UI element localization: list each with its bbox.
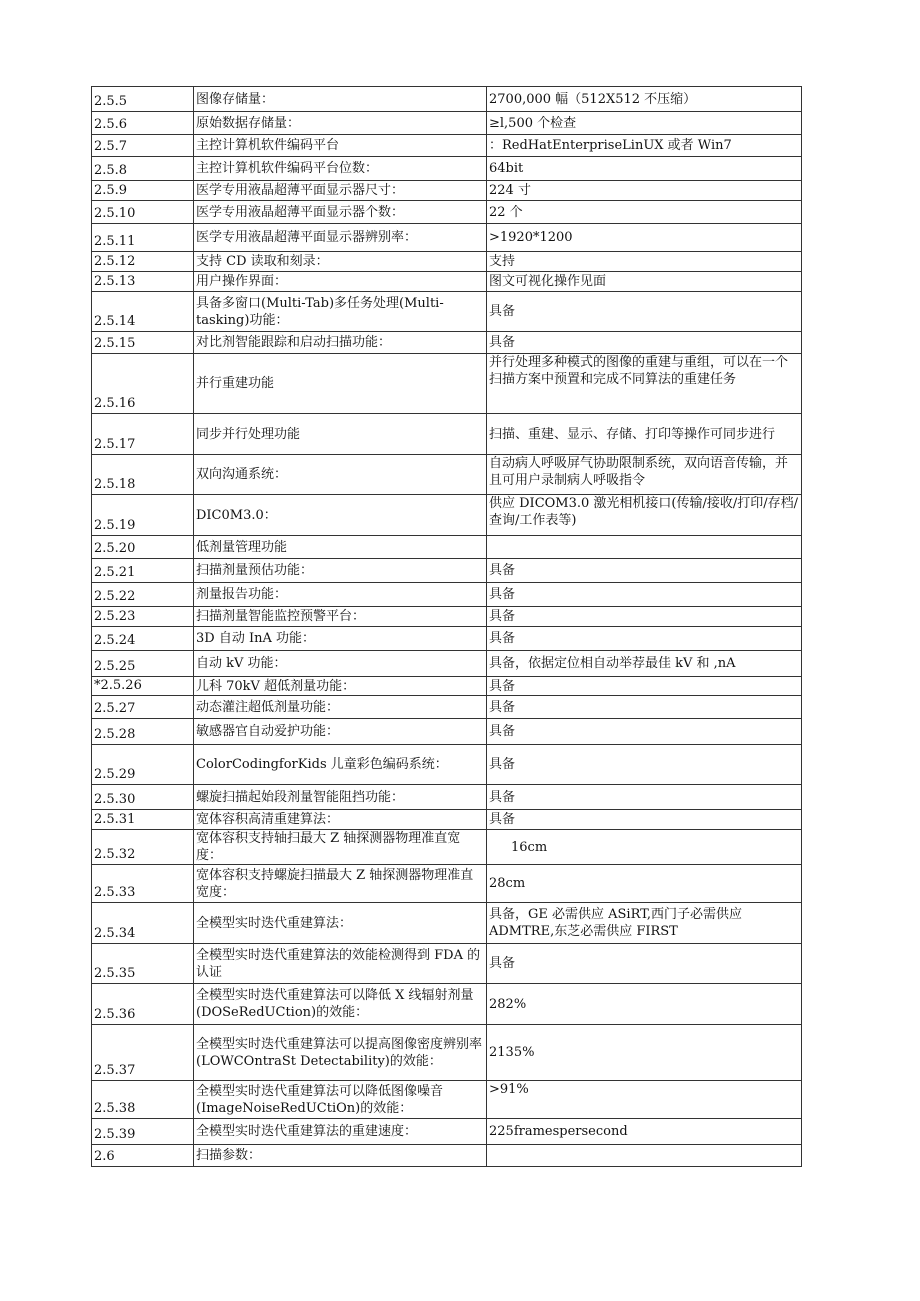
item-name-cell: 原始数据存储量： xyxy=(194,112,487,135)
item-name-cell: 具备多窗口(Multi-Tab)多任务处理(Multi-tasking)功能： xyxy=(194,292,487,332)
item-value-cell: 224 寸 xyxy=(487,181,802,201)
table-body xyxy=(92,87,802,1167)
table-row xyxy=(92,583,802,607)
table-row xyxy=(92,651,802,677)
item-name-cell: 同步并行处理功能 xyxy=(194,414,487,455)
item-name-cell: 主控计算机软件编码平台位数： xyxy=(194,157,487,181)
item-value-cell: ：RedHatEnterpriseLinUX 或者 Win7 xyxy=(487,135,802,157)
item-value-cell: 2700,000 幅（512X512 不压缩） xyxy=(487,87,802,112)
item-value-cell: 16cm xyxy=(487,830,802,865)
section-number-cell: 2.5.38 xyxy=(92,1081,194,1119)
table-row xyxy=(92,1025,802,1081)
table-row xyxy=(92,627,802,651)
item-value-cell: ≥l,500 个检查 xyxy=(487,112,802,135)
table-row xyxy=(92,112,802,135)
item-value-cell: 具备 xyxy=(487,944,802,984)
item-value-cell: 具备 xyxy=(487,810,802,830)
item-name-cell: 医学专用液晶超薄平面显示器尺寸： xyxy=(194,181,487,201)
item-name-cell: 儿科 70kV 超低剂量功能： xyxy=(194,677,487,696)
item-name-cell: 宽体容积支持轴扫最大 Z 轴探测器物理准直宽度： xyxy=(194,830,487,865)
table-row xyxy=(92,607,802,627)
item-value-cell: 并行处理多种模式的图像的重建与重组，可以在一个扫描方案中预置和完成不同算法的重建任务 xyxy=(487,354,802,414)
item-name-cell: 剂量报告功能： xyxy=(194,583,487,607)
table-row xyxy=(92,536,802,559)
item-value-cell: 自动病人呼吸屏气协助限制系统，双向语音传输，并且可用户录制病人呼吸指令 xyxy=(487,455,802,495)
item-name-cell: 宽体容积支持螺旋扫描最大 Z 轴探测器物理准直宽度： xyxy=(194,865,487,903)
item-name-cell: 全模型实时迭代重建算法可以降低图像噪音(ImageNoiseRedUCtiOn)的效能： xyxy=(194,1081,487,1119)
section-number-cell: 2.5.15 xyxy=(92,332,194,354)
table-row xyxy=(92,677,802,696)
table-row xyxy=(92,181,802,201)
section-number-cell: 2.5.27 xyxy=(92,696,194,719)
section-number-cell: 2.5.9 xyxy=(92,181,194,201)
item-name-cell: 支持 CD 读取和刻录： xyxy=(194,252,487,272)
table-row xyxy=(92,354,802,414)
item-value-cell: 具备，GE 必需供应 ASiRT,西门子必需供应 ADMTRE,东芝必需供应 FIRST xyxy=(487,903,802,944)
item-name-cell: 宽体容积高清重建算法： xyxy=(194,810,487,830)
item-value-cell: 扫描、重建、显示、存储、打印等操作可同步进行 xyxy=(487,414,802,455)
section-number-cell: 2.5.34 xyxy=(92,903,194,944)
item-name-cell: 全模型实时迭代重建算法可以降低 X 线辐射剂量(DOSeRedUCtion)的效能： xyxy=(194,984,487,1025)
item-name-cell: 动态灌注超低剂量功能： xyxy=(194,696,487,719)
item-value-cell: 64bit xyxy=(487,157,802,181)
section-number-cell: 2.5.21 xyxy=(92,559,194,583)
table-row xyxy=(92,830,802,865)
table-row xyxy=(92,1081,802,1119)
section-number-cell: 2.5.6 xyxy=(92,112,194,135)
item-value-cell: 2135% xyxy=(487,1025,802,1081)
item-value-cell: 具备 xyxy=(487,696,802,719)
section-number-cell: 2.5.30 xyxy=(92,785,194,810)
section-number-cell: 2.5.11 xyxy=(92,224,194,252)
section-number-cell: 2.5.37 xyxy=(92,1025,194,1081)
section-number-cell: 2.5.23 xyxy=(92,607,194,627)
item-value-cell: 具备 xyxy=(487,332,802,354)
item-value-cell: 具备 xyxy=(487,583,802,607)
item-name-cell: 低剂量管理功能 xyxy=(194,536,487,559)
section-number-cell: 2.5.22 xyxy=(92,583,194,607)
item-name-cell: 扫描剂量智能监控预警平台： xyxy=(194,607,487,627)
section-number-cell: 2.5.8 xyxy=(92,157,194,181)
table-row xyxy=(92,559,802,583)
item-name-cell: 主控计算机软件编码平台 xyxy=(194,135,487,157)
table-row xyxy=(92,455,802,495)
section-number-cell: 2.5.18 xyxy=(92,455,194,495)
item-value-cell: >1920*1200 xyxy=(487,224,802,252)
section-number-cell: 2.5.20 xyxy=(92,536,194,559)
section-number-cell: 2.5.36 xyxy=(92,984,194,1025)
item-name-cell: DIC0M3.0： xyxy=(194,495,487,536)
item-name-cell: 双向沟通系统： xyxy=(194,455,487,495)
table-row xyxy=(92,252,802,272)
item-value-cell: 具备 xyxy=(487,607,802,627)
table-row xyxy=(92,135,802,157)
section-number-cell: 2.5.25 xyxy=(92,651,194,677)
table-row xyxy=(92,495,802,536)
item-value-cell: 282% xyxy=(487,984,802,1025)
table-row xyxy=(92,944,802,984)
section-number-cell: 2.5.39 xyxy=(92,1119,194,1145)
item-value-cell: 具备 xyxy=(487,719,802,745)
table-row xyxy=(92,719,802,745)
section-number-cell: 2.6 xyxy=(92,1145,194,1167)
spec-table xyxy=(91,86,802,1167)
section-number-cell: 2.5.29 xyxy=(92,745,194,785)
item-name-cell: 3D 自动 InA 功能： xyxy=(194,627,487,651)
item-value-cell: 具备 xyxy=(487,785,802,810)
section-number-cell: 2.5.33 xyxy=(92,865,194,903)
table-row xyxy=(92,903,802,944)
item-name-cell: 全模型实时迭代重建算法的重建速度： xyxy=(194,1119,487,1145)
table-row xyxy=(92,272,802,292)
table-row xyxy=(92,87,802,112)
item-name-cell: 医学专用液晶超薄平面显示器辨别率： xyxy=(194,224,487,252)
item-value-cell: 28cm xyxy=(487,865,802,903)
item-value-cell: 225framespersecond xyxy=(487,1119,802,1145)
table-row xyxy=(92,785,802,810)
table-row xyxy=(92,292,802,332)
item-value-cell: 22 个 xyxy=(487,201,802,224)
section-number-cell: 2.5.16 xyxy=(92,354,194,414)
table-row xyxy=(92,414,802,455)
section-number-cell: 2.5.7 xyxy=(92,135,194,157)
table-row xyxy=(92,696,802,719)
section-number-cell: 2.5.17 xyxy=(92,414,194,455)
item-name-cell: 全模型实时迭代重建算法： xyxy=(194,903,487,944)
section-number-cell: 2.5.14 xyxy=(92,292,194,332)
item-value-cell: 具备 xyxy=(487,745,802,785)
section-number-cell: 2.5.19 xyxy=(92,495,194,536)
section-number-cell: 2.5.12 xyxy=(92,252,194,272)
section-number-cell: 2.5.24 xyxy=(92,627,194,651)
table-row xyxy=(92,224,802,252)
item-value-cell: 供应 DICOM3.0 激光相机接口(传输/接收/打印/存档/查询/工作表等) xyxy=(487,495,802,536)
section-number-cell: 2.5.5 xyxy=(92,87,194,112)
table-row xyxy=(92,332,802,354)
item-value-cell: 具备，依据定位相自动举荐最佳 kV 和 ,nA xyxy=(487,651,802,677)
item-name-cell: 扫描剂量预估功能： xyxy=(194,559,487,583)
section-number-cell: 2.5.31 xyxy=(92,810,194,830)
section-number-cell: *2.5.26 xyxy=(92,677,194,696)
table-row xyxy=(92,984,802,1025)
item-name-cell: 对比剂智能跟踪和启动扫描功能： xyxy=(194,332,487,354)
item-value-cell xyxy=(487,1145,802,1167)
item-value-cell: >91% xyxy=(487,1081,802,1119)
item-value-cell: 支持 xyxy=(487,252,802,272)
table-row xyxy=(92,745,802,785)
item-name-cell: 医学专用液晶超薄平面显示器个数： xyxy=(194,201,487,224)
section-number-cell: 2.5.35 xyxy=(92,944,194,984)
item-value-cell: 具备 xyxy=(487,677,802,696)
item-name-cell: 全模型实时迭代重建算法的效能检测得到 FDA 的认证 xyxy=(194,944,487,984)
table-row xyxy=(92,865,802,903)
table-row xyxy=(92,1145,802,1167)
section-number-cell: 2.5.10 xyxy=(92,201,194,224)
item-value-cell: 具备 xyxy=(487,559,802,583)
item-value-cell: 具备 xyxy=(487,292,802,332)
item-value-cell xyxy=(487,536,802,559)
item-name-cell: ColorCodingforKids 儿童彩色编码系统： xyxy=(194,745,487,785)
item-name-cell: 自动 kV 功能： xyxy=(194,651,487,677)
item-name-cell: 全模型实时迭代重建算法可以提高图像密度辨别率(LOWCOntraSt Detectability)的效能： xyxy=(194,1025,487,1081)
item-name-cell: 并行重建功能 xyxy=(194,354,487,414)
table-row xyxy=(92,201,802,224)
item-name-cell: 图像存储量： xyxy=(194,87,487,112)
section-number-cell: 2.5.28 xyxy=(92,719,194,745)
item-name-cell: 用户操作界面： xyxy=(194,272,487,292)
item-name-cell: 螺旋扫描起始段剂量智能阻挡功能： xyxy=(194,785,487,810)
item-name-cell: 敏感器官自动爱护功能： xyxy=(194,719,487,745)
table-row xyxy=(92,157,802,181)
section-number-cell: 2.5.32 xyxy=(92,830,194,865)
item-value-cell: 图文可视化操作见面 xyxy=(487,272,802,292)
item-name-cell: 扫描参数： xyxy=(194,1145,487,1167)
item-value-cell: 具备 xyxy=(487,627,802,651)
table-row xyxy=(92,1119,802,1145)
table-row xyxy=(92,810,802,830)
section-number-cell: 2.5.13 xyxy=(92,272,194,292)
